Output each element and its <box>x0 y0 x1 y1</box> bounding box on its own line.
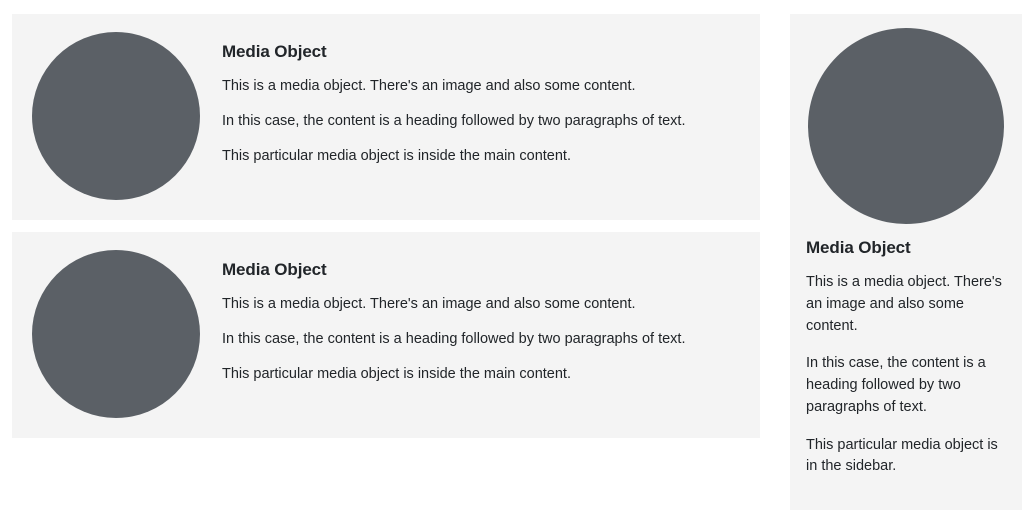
sidebar <box>790 14 1022 510</box>
media-title: Media Object <box>222 260 327 279</box>
media-paragraph: This particular media object is inside the main content. <box>222 366 571 383</box>
sidebar-paragraph: This is a media object. There's an image and also some content. <box>806 274 1002 334</box>
media-paragraph: In this case, the content is a heading followed by two paragraphs of text. <box>222 113 686 130</box>
sidebar-media-figure <box>806 28 1006 224</box>
media-paragraph: In this case, the content is a heading followed by two paragraphs of text. <box>222 331 686 348</box>
main-content <box>12 14 760 450</box>
media-figure <box>32 250 200 418</box>
placeholder-circle-image <box>32 32 200 200</box>
media-object-2 <box>12 232 760 438</box>
media-object-1 <box>12 14 760 220</box>
media-paragraph: This particular media object is inside the main content. <box>222 148 571 165</box>
media-body <box>222 250 740 385</box>
sidebar-paragraph: In this case, the content is a heading followed by two paragraphs of text. <box>806 355 986 415</box>
placeholder-circle-image <box>808 28 1004 224</box>
media-paragraph: This is a media object. There's an image and also some content. <box>222 296 636 312</box>
media-body <box>222 32 740 167</box>
sidebar-paragraph: This particular media object is in the sidebar. <box>806 436 998 475</box>
media-title: Media Object <box>222 42 327 61</box>
media-paragraph: This is a media object. There's an image and also some content. <box>222 78 636 94</box>
placeholder-circle-image <box>32 250 200 418</box>
media-figure <box>32 32 200 200</box>
sidebar-media-title: Media Object <box>806 238 911 257</box>
